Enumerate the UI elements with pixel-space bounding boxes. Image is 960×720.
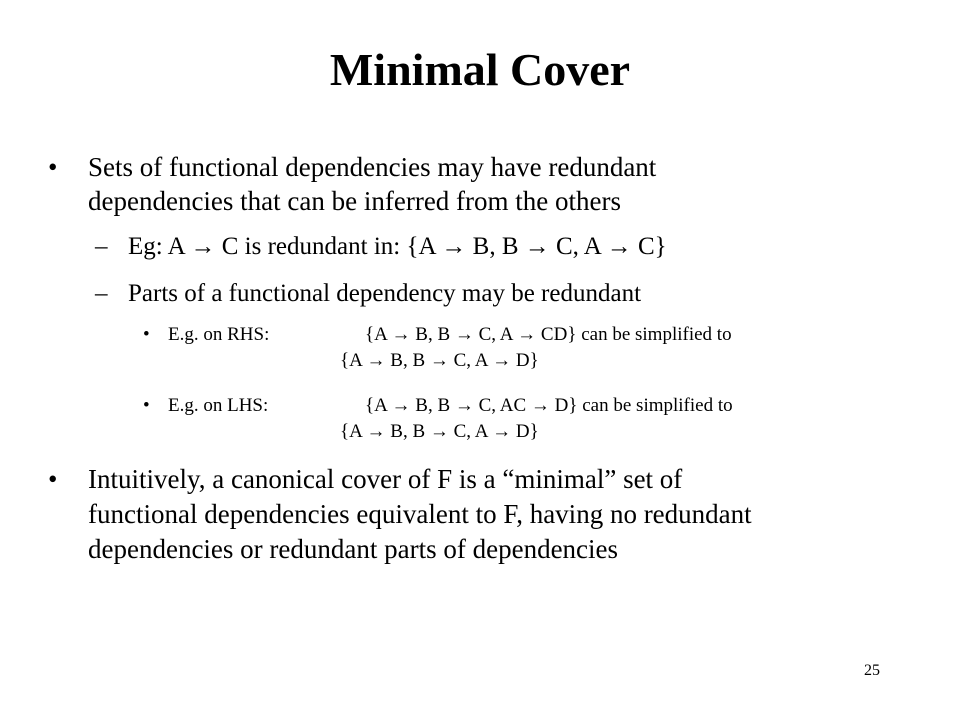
example-lead: E.g. on LHS:: [168, 395, 269, 416]
bullet-marker: •: [48, 152, 58, 182]
example-rhs: [143, 322, 923, 374]
example-line: {A → B, B → C, A → D}: [340, 421, 539, 442]
sub-bullet-text: Eg: A → C is redundant in: {A → B, B → C, A → C}: [128, 233, 667, 260]
example-line: {A → B, B → C, AC → D} can be simplified to: [365, 395, 733, 416]
bullet-line: functional dependencies equivalent to F, having no redundant: [88, 499, 752, 529]
bullet-marker: •: [143, 324, 150, 345]
bullet-marker: •: [143, 395, 150, 416]
dash-marker: –: [95, 233, 108, 260]
bullet-line: Sets of functional dependencies may have redundant: [88, 152, 657, 182]
example-lhs: [143, 393, 923, 445]
bullet-line: Intuitively, a canonical cover of F is a “minimal” set of: [88, 464, 683, 494]
slide-title: Minimal Cover: [329, 44, 631, 95]
example-line: {A → B, B → C, A → CD} can be simplified to: [365, 324, 732, 345]
dash-marker: –: [95, 280, 108, 307]
example-lead: E.g. on RHS:: [168, 324, 270, 345]
example-line: {A → B, B → C, A → D}: [340, 350, 539, 371]
bullet-marker: •: [48, 464, 58, 494]
sub-bullet-parts-redundant: [95, 278, 915, 310]
sub-bullet-text: Parts of a functional dependency may be redundant: [128, 280, 642, 307]
bullet-line: dependencies or redundant parts of dependencies: [88, 534, 619, 564]
bullet-line: dependencies that can be inferred from the others: [88, 186, 622, 216]
sub-bullet-example: [95, 231, 915, 263]
bullet-canonical-cover: [48, 462, 898, 567]
bullet-redundant-dependencies: [48, 150, 898, 218]
page-number: 25: [864, 662, 880, 679]
